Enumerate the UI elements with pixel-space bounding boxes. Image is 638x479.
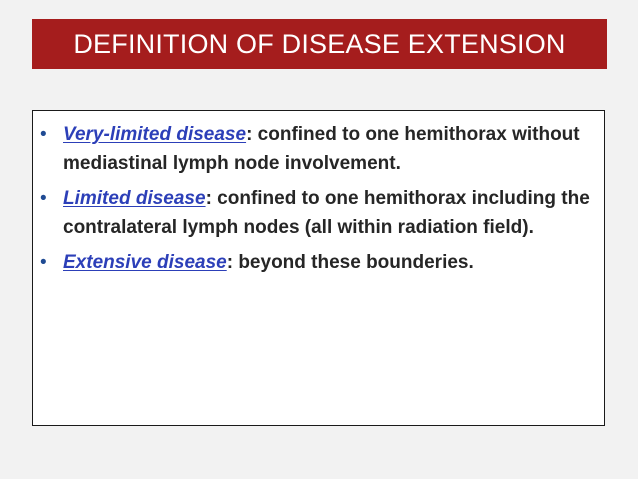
list-item xyxy=(39,184,594,242)
content-box xyxy=(32,110,605,426)
title-banner xyxy=(32,19,607,69)
bullet-icon: • xyxy=(40,252,47,273)
definition-text: : confined to one hemithorax including the contralateral lymph nodes (all within radiation field). xyxy=(63,188,590,238)
list-item xyxy=(39,120,594,178)
slide-title: DEFINITION OF DISEASE EXTENSION xyxy=(73,28,566,59)
term-link[interactable]: Very-limited disease xyxy=(63,124,247,145)
list-item xyxy=(39,248,594,277)
term-link[interactable]: Extensive disease xyxy=(63,252,227,273)
bullet-list xyxy=(39,120,594,283)
bullet-icon: • xyxy=(40,188,47,209)
term-link[interactable]: Limited disease xyxy=(63,188,206,209)
bullet-icon: • xyxy=(40,124,47,145)
definition-text: : beyond these bounderies. xyxy=(226,252,474,273)
definition-text: : confined to one hemithorax without mediastinal lymph node involvement. xyxy=(63,124,580,174)
